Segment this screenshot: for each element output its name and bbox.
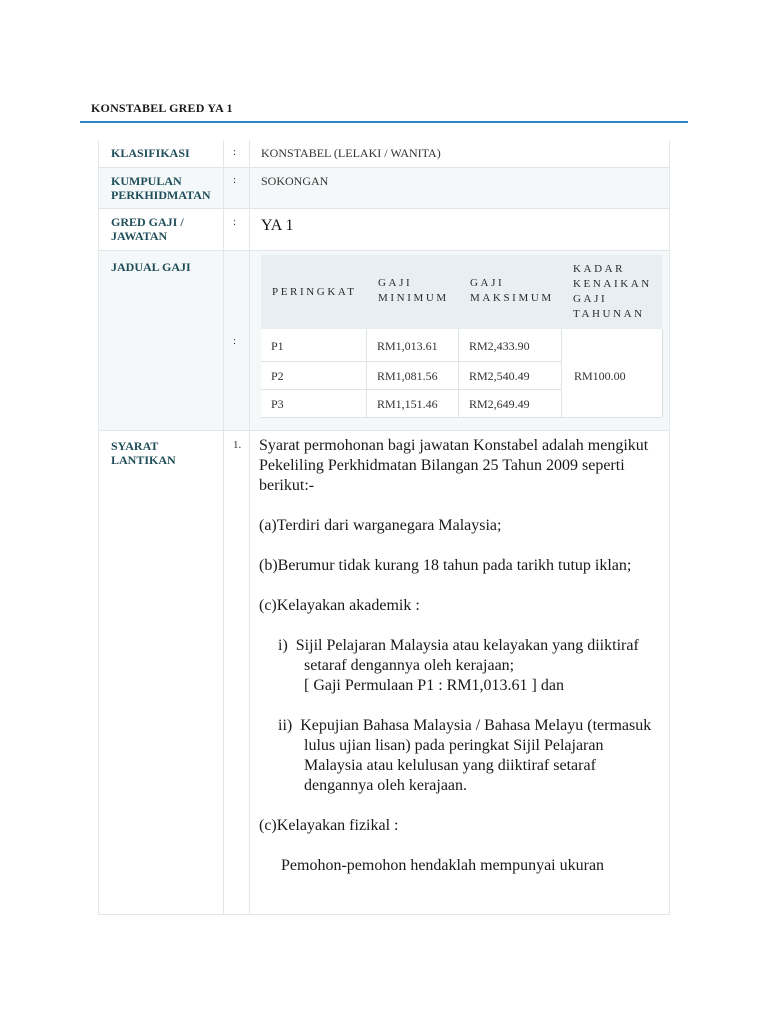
kadar-kenaikan-value: RM100.00 — [574, 369, 626, 383]
row-kumpulan — [99, 167, 669, 209]
header-kadar-line4: TAHUNAN — [573, 308, 645, 320]
row-p2-max: RM2,540.49 — [469, 369, 530, 383]
header-gaji-min-line1: GAJI — [378, 277, 413, 289]
klasifikasi-value: KONSTABEL (LELAKI / WANITA) — [261, 146, 441, 160]
header-kadar-line1: KADAR — [573, 263, 626, 275]
kumpulan-label-line2: PERKHIDMATAN — [111, 188, 211, 202]
row-p3-max: RM2,649.49 — [469, 397, 530, 411]
row-p3-peringkat: P3 — [271, 397, 284, 411]
syarat-item-d-text: Pemohon-pemohon hendaklah mempunyai ukuran — [281, 857, 605, 874]
header-kadar-line3: GAJI — [573, 293, 608, 305]
gred-value: YA 1 — [261, 217, 294, 234]
syarat-item-c: (c)Kelayakan akademik : — [259, 597, 420, 614]
syarat-item-a: (a)Terdiri dari warganegara Malaysia; — [259, 517, 502, 534]
syarat-label-line2: LANTIKAN — [111, 453, 176, 467]
syarat-item-c-i: i) Sijil Pelajaran Malaysia atau kelayakan yang diiktiraf setaraf dengannya oleh kerajaan; — [278, 637, 639, 674]
syarat-label-line1: SYARAT — [111, 439, 159, 453]
header-gaji-max-line2: MAKSIMUM — [470, 292, 554, 304]
row-p3-min: RM1,151.46 — [377, 397, 438, 411]
row-gred — [99, 208, 669, 251]
header-kadar-line2: KENAIKAN — [573, 278, 652, 290]
gred-colon: : — [233, 216, 237, 228]
syarat-item-d: (c)Kelayakan fizikal : — [259, 817, 399, 834]
row-p1-max: RM2,433.90 — [469, 339, 530, 353]
document-title: KONSTABEL GRED YA 1 — [91, 101, 233, 115]
header-gaji-min-line2: MINIMUM — [378, 292, 449, 304]
row-klasifikasi — [99, 140, 669, 167]
header-gaji-max-line1: GAJI — [470, 277, 505, 289]
salary-table — [261, 255, 662, 417]
header-peringkat: PERINGKAT — [272, 286, 357, 298]
syarat-intro: Syarat permohonan bagi jawatan Konstabel adalah mengikut Pekeliling Perkhidmatan Bilangan 25 Tahun 2009 seperti berikut:- — [259, 437, 649, 494]
syarat-item-c-i-note: [ Gaji Permulaan P1 : RM1,013.61 ] dan — [304, 677, 564, 694]
title-underline — [80, 121, 688, 123]
gred-label-line1: GRED GAJI / — [111, 215, 184, 229]
jadual-colon: : — [233, 335, 237, 347]
job-details-table — [98, 140, 670, 915]
kumpulan-colon: : — [233, 174, 237, 186]
klasifikasi-colon: : — [233, 146, 237, 158]
syarat-item-c-ii: ii) Kepujian Bahasa Malaysia / Bahasa Melayu (termasuk lulus ujian lisan) pada peringkat Sijil Pelajaran Malaysia atau kelulusan yang diiktiraf setaraf dengannya oleh kerajaan. — [278, 717, 652, 794]
syarat-number: 1. — [233, 439, 242, 451]
row-p1-peringkat: P1 — [271, 339, 284, 353]
syarat-item-b: (b)Berumur tidak kurang 18 tahun pada tarikh tutup iklan; — [259, 557, 632, 574]
klasifikasi-label: KLASIFIKASI — [111, 146, 190, 160]
jadual-label: JADUAL GAJI — [111, 260, 191, 274]
row-p1-min: RM1,013.61 — [377, 339, 438, 353]
row-p2-peringkat: P2 — [271, 369, 284, 383]
row-p2-min: RM1,081.56 — [377, 369, 438, 383]
kumpulan-label-line1: KUMPULAN — [111, 174, 182, 188]
gred-label-line2: JAWATAN — [111, 229, 168, 243]
table-bottom-border — [99, 914, 669, 915]
syarat-body — [259, 436, 654, 876]
kumpulan-value: SOKONGAN — [261, 174, 329, 188]
